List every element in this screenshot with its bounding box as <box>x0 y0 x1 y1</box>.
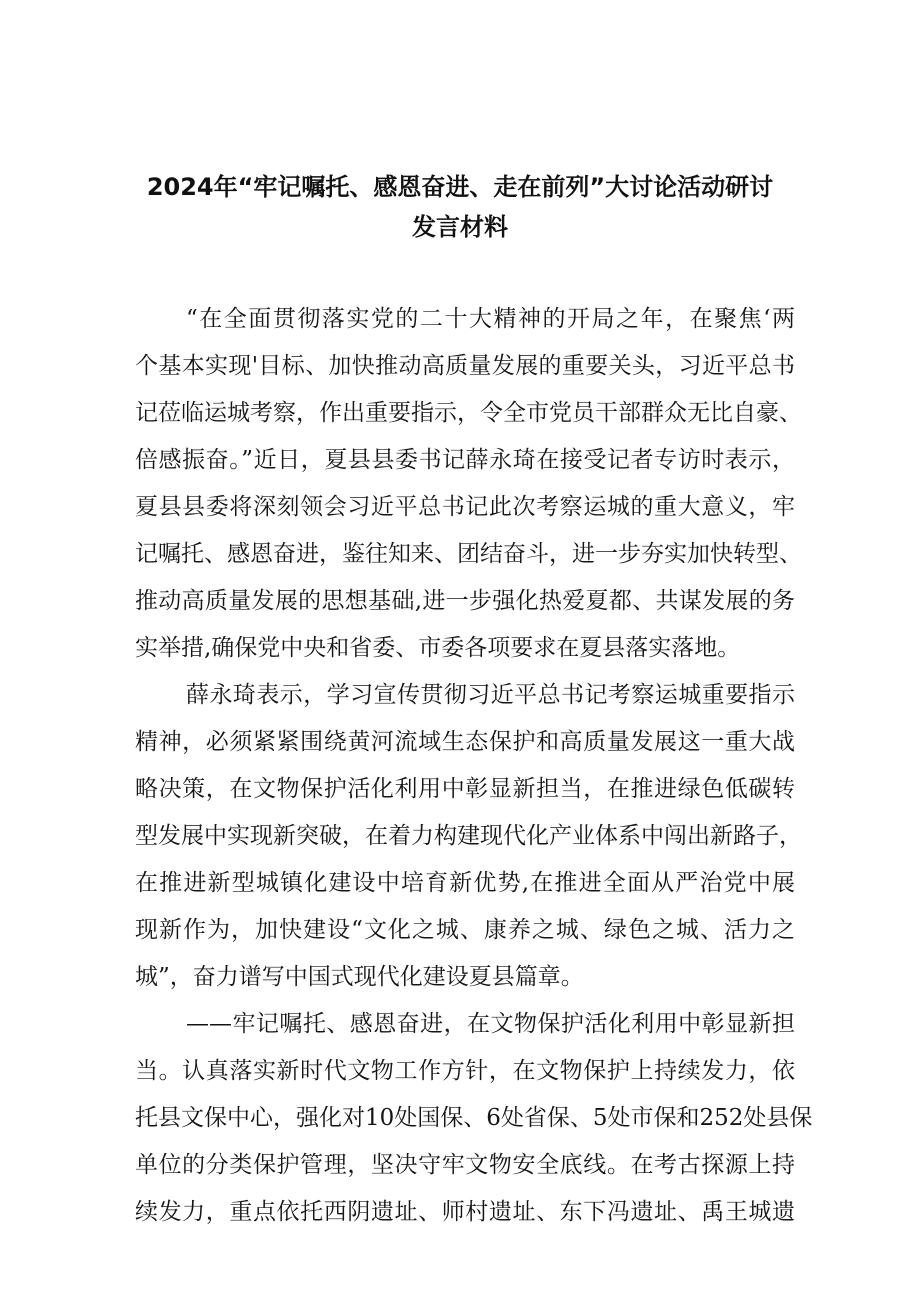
document-title-line-2: 发言材料 <box>412 213 508 241</box>
paragraph-2-line-4: 型发展中实现新突破，在着力构建现代化产业体系中闯出新路子， <box>135 823 802 849</box>
paragraph-2-line-3: 略决策，在文物保护活化利用中彰显新担当，在推进绿色低碳转 <box>135 776 795 802</box>
paragraph-2-line-6: 现新作为，加快建设“文化之城、康养之城、绿色之城、活力之 <box>135 917 795 943</box>
paragraph-2-line-2: 精神，必须紧紧围绕黄河流域生态保护和高质量发展这一重大战 <box>135 729 795 755</box>
paragraph-3-line-2: 当。认真落实新时代文物工作方针，在文物保护上持续发力，依 <box>135 1058 795 1084</box>
paragraph-2-line-1: 薛永琦表示，学习宣传贯彻习近平总书记考察运城重要指示 <box>186 682 795 708</box>
paragraph-1-line-8: 实举措,确保党中央和省委、市委各项要求在夏县落实落地。 <box>135 635 741 661</box>
paragraph-3-line-4: 单位的分类保护管理，坚决守牢文物安全底线。在考古探源上持 <box>135 1152 795 1178</box>
paragraph-1-line-4: 倍感振奋。”近日，夏县县委书记薛永琦在接受记者专访时表示， <box>135 447 795 473</box>
paragraph-1-line-3: 记莅临运城考察，作出重要指示，令全市党员干部群众无比自豪、 <box>135 400 802 426</box>
paragraph-1-line-5: 夏县县委将深刻领会习近平总书记此次考察运城的重大意义，牢 <box>135 494 795 520</box>
paragraph-3-line-5: 续发力，重点依托西阴遗址、师村遗址、东下冯遗址、禹王城遗 <box>135 1199 795 1225</box>
paragraph-2-line-5: 在推进新型城镇化建设中培育新优势,在推进全面从严治党中展 <box>135 870 795 896</box>
paragraph-2-line-7: 城”，奋力谱写中国式现代化建设夏县篇章。 <box>135 964 584 990</box>
paragraph-1-line-7: 推动高质量发展的思想基础,进一步强化热爱夏都、共谋发展的务 <box>135 588 795 614</box>
paragraph-3-line-3: 托县文保中心，强化对10处国保、6处省保、5处市保和252处县保 <box>135 1105 813 1131</box>
paragraph-1-line-1: “在全面贯彻落实党的二十大精神的开局之年，在聚焦‘两 <box>186 306 795 332</box>
document-title-line-1: 2024年“牢记嘱托、感恩奋进、走在前列”大讨论活动研讨 <box>146 173 774 201</box>
paragraph-1-line-2: 个基本实现'目标、加快推动高质量发展的重要关头，习近平总书 <box>135 353 795 379</box>
paragraph-3-line-1: ——牢记嘱托、感恩奋进，在文物保护活化利用中彰显新担 <box>186 1011 795 1037</box>
paragraph-1-line-6: 记嘱托、感恩奋进，鉴往知来、团结奋斗，进一步夯实加快转型、 <box>135 541 802 567</box>
